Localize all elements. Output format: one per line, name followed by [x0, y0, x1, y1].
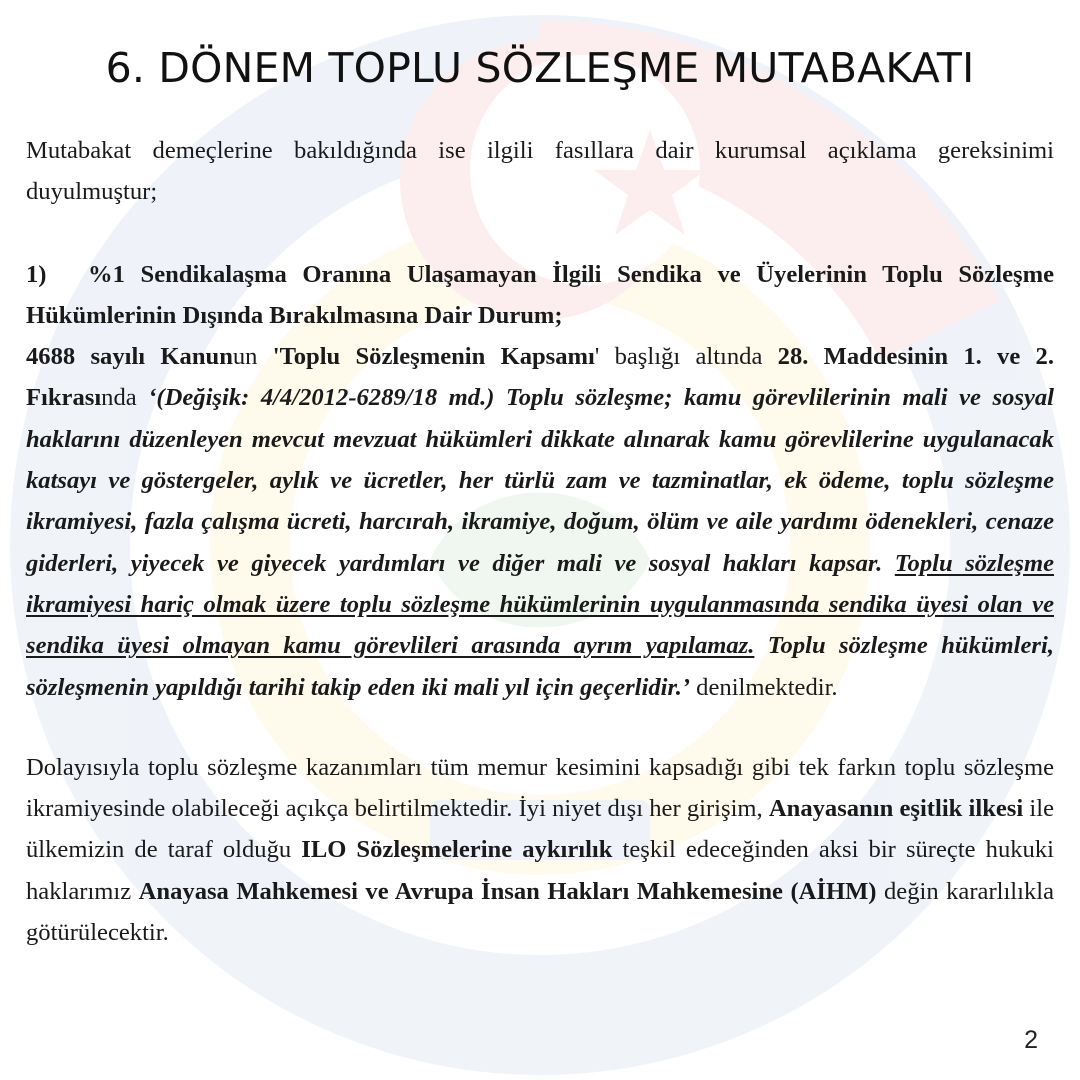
law-quote-part2: Toplu sözleşme hükümleri, sözleşmenin yapıldığı tarihi takip eden iki mali yıl için geçerlidir.’ — [26, 632, 1054, 701]
law-name: 4688 sayılı Kanun — [26, 343, 233, 371]
law-suffix: un — [232, 343, 258, 371]
page-number: 2 — [1024, 1026, 1038, 1054]
law-quote-underlined: Toplu sözleşme ikramiyesi hariç olmak üzere toplu sözleşme hükümlerinin uygulanmasında sendika üyesi olan ve sendika üyesi olmayan kamu görevlileri arasında ayrım yapılamaz. — [26, 549, 1054, 660]
section-quote: 'Toplu Sözleşmenin Kapsamı — [272, 343, 595, 371]
section-quote-end: ' — [594, 343, 600, 371]
intro-paragraph: Mutabakat demeçlerine bakıldığında ise ilgili fasıllara dair kurumsal açıklama gereksinimi duyulmuştur; — [26, 137, 1054, 206]
item-1-heading — [26, 254, 1054, 337]
item-title: %1 Sendikalaşma Oranına Ulaşamayan İlgili Sendika ve Üyelerinin Toplu Sözleşme Hükümlerinin Dışında Bırakılmasına Dair Durum; — [26, 260, 1054, 329]
conclusion-text-1: Dolayısıyla toplu sözleşme kazanımları tüm memur kesimini kapsadığı gibi tek farkın toplu sözleşme ikramiyesinde olabileceği açıkça belirtilmektedir. İyi niyet dışı her girişim, — [26, 753, 1054, 823]
page-title: 6. DÖNEM TOPLU SÖZLEŞME MUTABAKATI — [105, 44, 975, 92]
conclusion-text-4: değin kararlılıkla götürülecektir. — [26, 877, 1055, 947]
conclusion-text-3: teşkil edeceğinden aksi bir süreçte hukuki haklarımız — [26, 836, 1054, 905]
article-reference: 28. Maddesinin 1. ve 2. Fıkrası — [26, 343, 1054, 412]
closing-text: denilmektedir. — [690, 673, 838, 701]
conclusion-text-2: ile ülkemizin de taraf olduğu — [26, 795, 1054, 864]
conclusion-bold-1: Anayasanın eşitlik ilkesi — [768, 795, 1024, 823]
conclusion-bold-2: ILO Sözleşmelerine aykırılık — [301, 836, 613, 864]
article-suffix: nda — [101, 384, 149, 412]
heading-text: başlığı altında — [599, 343, 778, 371]
item-number: 1) — [26, 260, 47, 288]
conclusion-bold-3: Anayasa Mahkemesi ve Avrupa İnsan Hakları Mahkemesine (AİHM) — [138, 877, 877, 905]
law-quote-part1: ‘(Değişik: 4/4/2012-6289/18 md.) Toplu sözleşme; kamu görevlilerinin mali ve sosyal haklarını düzenleyen mevcut mevzuat hükümleri dikkate alınarak kamu görevlilerine uygulanacak katsayı ve göstergeler, aylık ve ücretler, her türlü zam ve tazminatlar, ek ödeme, toplu sözleşme ikramiyesi, fazla çalışma ücreti, harcırah, ikramiye, doğum, ölüm ve aile yardımı ödenekleri, cenaze giderleri, yiyecek ve giyecek yardımları ve diğer mali ve sosyal hakları kapsar. — [26, 384, 1054, 577]
law-paragraph — [26, 336, 1054, 708]
conclusion-paragraph — [26, 747, 1054, 953]
document-body — [26, 130, 1054, 953]
